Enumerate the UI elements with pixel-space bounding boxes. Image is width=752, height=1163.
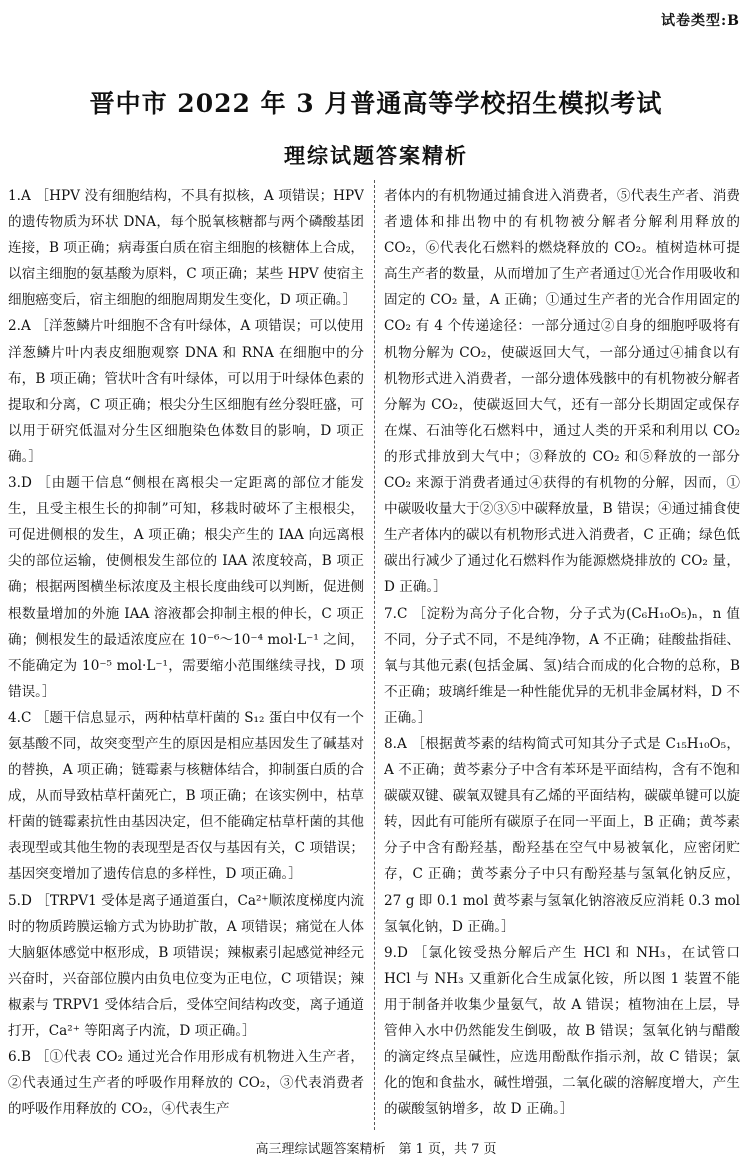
column-divider (374, 180, 375, 1130)
answer-item-1: 1.A ［HPV 没有细胞结构，不具有拟核，A 项错误；HPV 的遗传物质为环状 DNA，每个脱氧核糖都与两个磷酸基团连接，B 项正确；病毒蛋白质在宿主细胞的核糖体上合成，以宿主细胞的氨基酸为原料，C 项正确；某些 HPV 使宿主细胞癌变后，宿主细胞的细胞周期发生变化，D 项正确。］ (8, 188, 364, 309)
answer-item-5: 5.D ［TRPV1 受体是离子通道蛋白，Ca²⁺顺浓度梯度内流时的物质跨膜运输方式为协助扩散，A 项错误；痛觉在人体大脑躯体感觉中枢形成，B 项错误；辣椒素引起感觉神经元兴奋时，兴奋部位膜内由负电位变为正电位，C 项错误；辣椒素与 TRPV1 受体结合后，受体空间结构改变，离子通道打开，Ca²⁺ 等阳离子内流，D 项正确。］ (8, 892, 364, 1039)
answer-item-6-start: 6.B ［①代表 CO₂ 通过光合作用形成有机物进入生产者，②代表通过生产者的呼吸作用释放的 CO₂，③代表消费者的呼吸作用释放的 CO₂，④代表生产 (8, 1049, 364, 1118)
answer-item-3: 3.D ［由题干信息“侧根在离根尖一定距离的部位才能发生，且受主根生长的抑制”可知，移栽时破坏了主根根尖，可促进侧根的发生，A 项正确；根尖产生的 IAA 向远离根尖的部位运输，使侧根发生部位的 IAA 浓度较高，B 项正确；根据两图横坐标浓度及主根长度曲线可以判断，促进侧根数量增加的外施 IAA 溶液都会抑制主根的伸长，C 项正确；侧根发生的最适浓度应在 10⁻⁶～10⁻⁴ mol·L⁻¹ 之间，不能确定为 10⁻⁵ mol·L⁻¹，需要缩小范围继续寻找，D 项错误。］ (8, 475, 364, 700)
answer-item-9: 9.D ［氯化铵受热分解后产生 HCl 和 NH₃，在试管口 HCl 与 NH₃ 又重新化合生成氯化铵，所以图 1 装置不能用于制备并收集少量氨气，故 A 错误；植物油在上层，导管伸入水中仍然能发生倒吸，故 B 错误；氢氧化钠与醋酸的滴定终点呈碱性，应选用酚酞作指示剂，故 C 错误；氯化的饱和食盐水，碱性增强，二氧化碳的溶解度增大，产生的碳酸氢钠增多，故 D 正确。］ (384, 944, 740, 1118)
answer-item-7: 7.C ［淀粉为高分子化合物，分子式为(C₆H₁₀O₅)ₙ，n 值不同，分子式不同，不是纯净物，A 不正确；硅酸盐指硅、氧与其他元素(包括金属、氢)结合而成的化合物的总称，B 不正确；玻璃纤维是一种性能优异的无机非金属材料，D 不正确。］ (384, 605, 740, 726)
left-column (8, 183, 364, 1128)
answer-item-8: 8.A ［根据黄芩素的结构简式可知其分子式是 C₁₅H₁₀O₅，A 不正确；黄芩素分子中含有苯环是平面结构，含有不饱和碳碳双键、碳氧双键具有乙烯的平面结构，碳碳单键可以旋转，因此有可能所有碳原子在同一平面上，B 正确；黄芩素分子中含有酚羟基，酚羟基在空气中易被氧化，应密闭贮存，C 正确；黄芩素分子中只有酚羟基与氢氧化钠反应，27 g 即 0.1 mol 黄芩素与氢氧化钠溶液反应消耗 0.3 mol 氢氧化钠，D 正确。］ (384, 735, 740, 935)
answer-item-6-continued: 者体内的有机物通过捕食进入消费者，⑤代表生产者、消费者遗体和排出物中的有机物被分解者分解利用释放的 CO₂，⑥代表化石燃料的燃烧释放的 CO₂。植树造林可提高生产者的数量，从而增加了生产者通过①光合作用吸收和固定的 CO₂ 量，A 正确；①通过生产者的光合作用固定的 CO₂ 有 4 个传递途径：一部分通过②自身的细胞呼吸将有机物分解为 CO₂，使碳返回大气，一部分通过④捕食以有机物形式进入消费者，一部分遗体残骸中的有机物被分解者分解为 CO₂，使碳返回大气，还有一部分长期固定或保存在煤、石油等化石燃料中，通过人类的开采和利用以 CO₂ 的形式排放到大气中；③释放的 CO₂ 和⑤释放的一部分 CO₂ 来源于消费者通过④获得的有机物的分解，因而，①中碳吸收量大于②③⑤中碳释放量，B 错误；④通过捕食使生产者体内的碳以有机物形式进入消费者，C 正确；绿色低碳出行减少了通过化石燃料作为能源燃烧排放的 CO₂ 量，D 正确。］ (384, 188, 740, 596)
page-subtitle: 理综试题答案精析 (284, 143, 468, 168)
paper-type-tag: 试卷类型:B (660, 13, 740, 29)
answer-item-4: 4.C ［题干信息显示，两种枯草杆菌的 S₁₂ 蛋白中仅有一个氨基酸不同，故突变型产生的原因是相应基因发生了碱基对的替换，A 项正确；链霉素与核糖体结合，抑制蛋白质的合成，从而导致枯草杆菌死亡，B 项正确；在该实例中，枯草杆菌的链霉素抗性由基因决定，但不能确定枯草杆菌的其他表现型或其他生物的表现型是否仅与基因有关，C 项错误；基因突变增加了遗传信息的多样性，D 项正确。］ (8, 709, 364, 883)
answer-item-2: 2.A ［洋葱鳞片叶细胞不含有叶绿体，A 项错误；可以使用洋葱鳞片叶内表皮细胞观察 DNA 和 RNA 在细胞中的分布，B 项正确；管状叶含有叶绿体，可以用于叶绿体色素的提取和分离，C 项正确；根尖分生区细胞有丝分裂旺盛，可以用于研究低温对分生区细胞染色体数目的影响，D 项正确。］ (8, 318, 364, 465)
page-title: 晋中市 2022 年 3 月普通高等学校招生模拟考试 (89, 89, 663, 118)
page-footer: 高三理综试题答案精析 第 1 页，共 7 页 (255, 1142, 497, 1157)
right-column (384, 183, 740, 1128)
